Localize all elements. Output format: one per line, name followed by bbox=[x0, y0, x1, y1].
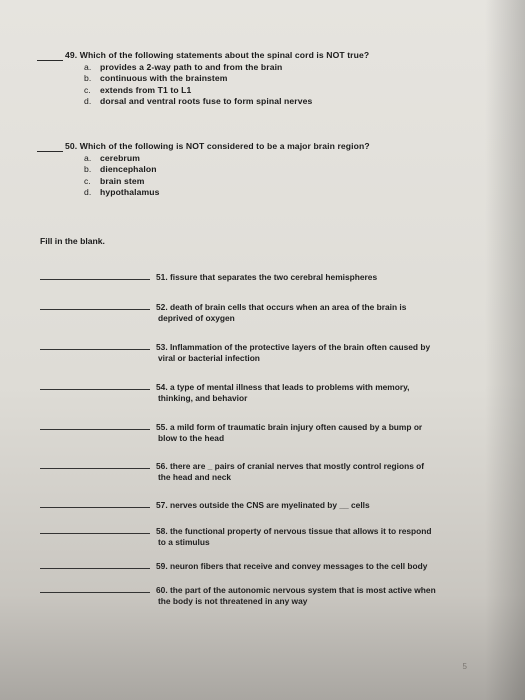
option-letter: a. bbox=[84, 61, 92, 72]
option-49-c bbox=[84, 85, 369, 95]
answer-blank-55[interactable] bbox=[40, 429, 150, 430]
fill-item-line: 52. death of brain cells that occurs when an area of the brain is bbox=[156, 302, 407, 312]
option-text: cerebrum bbox=[100, 152, 140, 163]
option-49-d bbox=[84, 96, 369, 106]
question-49-stem: 49. Which of the following statements about the spinal cord is NOT true? bbox=[65, 50, 370, 60]
option-letter: c. bbox=[84, 84, 91, 95]
fill-item-line: 58. the functional property of nervous tissue that allows it to respond bbox=[156, 526, 432, 536]
answer-blank-50[interactable] bbox=[37, 151, 63, 152]
option-text: continuous with the brainstem bbox=[100, 73, 228, 83]
option-text: hypothalamus bbox=[100, 187, 160, 197]
fill-item-line: the body is not threatened in any way bbox=[158, 595, 308, 606]
fill-item-line: 57. nerves outside the CNS are myelinated by __ cells bbox=[156, 500, 370, 510]
fill-item-line: viral or bacterial infection bbox=[158, 352, 260, 363]
fill-item-line: to a stimulus bbox=[158, 536, 210, 547]
question-50 bbox=[37, 141, 370, 197]
option-text: brain stem bbox=[100, 175, 145, 186]
fill-item-line: 59. neuron fibers that receive and convey messages to the cell body bbox=[156, 561, 428, 571]
answer-blank-52[interactable] bbox=[40, 309, 150, 310]
answer-blank-53[interactable] bbox=[40, 349, 150, 350]
option-text: extends from T1 to L1 bbox=[100, 84, 192, 95]
fill-in-blank-heading: Fill in the blank. bbox=[40, 236, 105, 246]
fill-item-line: 55. a mild form of traumatic brain injury often caused by a bump or bbox=[156, 422, 423, 432]
option-50-a bbox=[84, 153, 370, 163]
question-50-stem: 50. Which of the following is NOT considered to be a major brain region? bbox=[65, 141, 370, 151]
option-49-b bbox=[84, 73, 369, 83]
answer-blank-54[interactable] bbox=[40, 389, 150, 390]
answer-blank-49[interactable] bbox=[37, 60, 63, 61]
option-50-c bbox=[84, 176, 370, 186]
fill-item-line: 60. the part of the autonomic nervous system that is most active when bbox=[156, 585, 436, 595]
option-letter: d. bbox=[84, 96, 92, 106]
option-text: provides a 2-way path to and from the brain bbox=[100, 61, 283, 72]
answer-blank-57[interactable] bbox=[40, 507, 150, 508]
answer-blank-60[interactable] bbox=[40, 592, 150, 593]
option-letter: b. bbox=[84, 164, 92, 174]
question-49 bbox=[37, 50, 369, 106]
option-letter: c. bbox=[84, 175, 91, 186]
fill-item-line: 54. a type of mental illness that leads to problems with memory, bbox=[156, 382, 410, 392]
fill-item-line: 53. Inflammation of the protective layers of the brain often caused by bbox=[156, 342, 431, 352]
answer-blank-51[interactable] bbox=[40, 279, 150, 280]
fill-item-line: deprived of oxygen bbox=[158, 312, 235, 323]
fill-item-line: 56. there are _ pairs of cranial nerves that mostly control regions of bbox=[156, 461, 425, 471]
option-text: diencephalon bbox=[100, 164, 157, 174]
fill-item-line: blow to the head bbox=[158, 432, 225, 443]
fill-item-line: thinking, and behavior bbox=[158, 392, 248, 403]
option-letter: d. bbox=[84, 187, 92, 197]
answer-blank-58[interactable] bbox=[40, 533, 150, 534]
option-50-b bbox=[84, 164, 370, 174]
fill-item-line: the head and neck bbox=[158, 471, 232, 482]
fill-item-line: 51. fissure that separates the two cerebral hemispheres bbox=[156, 272, 378, 282]
option-50-d bbox=[84, 187, 370, 197]
answer-blank-56[interactable] bbox=[40, 468, 150, 469]
answer-blank-59[interactable] bbox=[40, 568, 150, 569]
option-letter: b. bbox=[84, 73, 92, 83]
option-text: dorsal and ventral roots fuse to form spinal nerves bbox=[100, 96, 313, 106]
option-letter: a. bbox=[84, 152, 92, 163]
option-49-a bbox=[84, 62, 369, 72]
page-number: 5 bbox=[462, 662, 467, 671]
